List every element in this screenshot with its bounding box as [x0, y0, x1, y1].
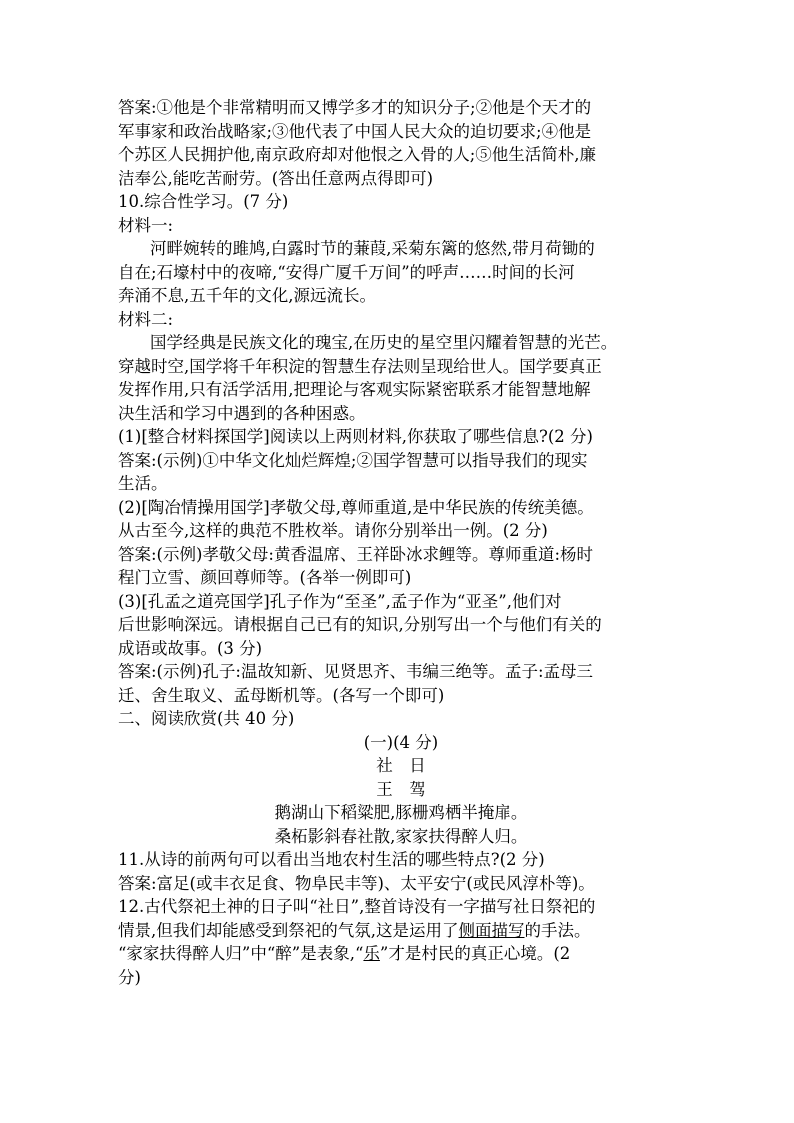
question-line [118, 919, 684, 943]
text-run: “家家扶得醉人归”中“醉”是表象,“ [118, 944, 364, 963]
section-heading: 二、阅读欣赏(共 40 分) [118, 709, 295, 728]
underlined-answer: 侧面描写 [458, 920, 525, 940]
poem-line: 桑柘影斜春社散,家家扶得醉人归。 [274, 826, 528, 846]
question-line [118, 942, 684, 966]
answer-line: 生活。 [118, 474, 168, 493]
sub-question: (2)[陶冶情操用国学]孝敬父母,尊师重道,是中华民族的传统美德。 [118, 497, 594, 517]
material-text: 国学经典是民族文化的瑰宝,在历史的星空里闪耀着智慧的光芒。 [150, 333, 618, 352]
document-page [118, 96, 684, 989]
poem-title: 社 日 [376, 756, 426, 775]
question-line: 11.从诗的前两句可以看出当地农村生活的哪些特点?(2 分) [118, 850, 545, 869]
answer-line: 答案:(示例)孔子:温故知新、见贤思齐、韦编三绝等。孟子:孟母三 [118, 662, 594, 681]
material-text: 自在;石壕村中的夜啼,“安得广厦千万间”的呼声……时间的长河 [118, 262, 575, 282]
answer-line: 洁奉公,能吃苦耐劳。(答出任意两点得即可) [118, 168, 434, 188]
sub-question: (1)[整合材料探国学]阅读以上两则材料,你获取了哪些信息?(2 分) [118, 427, 593, 446]
question-line: 12.古代祭祀土神的日子叫“社日”,整首诗没有一字描写社日祭祀的 [118, 897, 596, 916]
text-run: 的手法。 [524, 920, 591, 940]
sub-question: 后世影响深远。请根据自己已有的知识,分别写出一个与他们有关的 [118, 615, 602, 634]
answer-line: 军事家和政治战略家;③他代表了中国人民大众的迫切要求;④他是 [118, 121, 592, 141]
question-line: 分) [118, 967, 141, 987]
material-text: 河畔婉转的雎鸠,白露时节的蒹葭,采菊东篱的悠然,带月荷锄的 [150, 239, 595, 258]
sub-question: 从古至今,这样的典范不胜枚举。请你分别举出一例。(2 分) [118, 521, 548, 540]
answer-line: 程门立雪、颜回尊师等。(各举一例即可) [118, 568, 412, 587]
answer-line: 答案:富足(或丰衣足食、物阜民丰等)、太平安宁(或民风淳朴等)。 [118, 873, 595, 893]
poem-line: 鹅湖山下稻粱肥,豚栅鸡栖半掩扉。 [274, 803, 528, 822]
poem-section-label: (一)(4 分) [363, 732, 439, 752]
text-run: ”才是村民的真正心境。(2 [379, 944, 571, 963]
material-label: 材料二: [118, 309, 174, 329]
answer-line: 个苏区人民拥护他,南京政府却对他恨之入骨的人;⑤他生活简朴,廉 [118, 145, 597, 164]
material-text: 穿越时空,国学将千年积淀的智慧生存法则呈现给世人。国学要真正 [118, 356, 602, 376]
text-run: 情景,但我们却能感受到祭祀的气氛,这是运用了 [118, 920, 459, 940]
material-text: 决生活和学习中遇到的各种困惑。 [118, 403, 366, 423]
answer-line: 答案:①他是个非常精明而又博学多才的知识分子;②他是个天才的 [118, 98, 592, 117]
answer-line: 答案:(示例)①中华文化灿烂辉煌;②国学智慧可以指导我们的现实 [118, 450, 588, 470]
sub-question: 成语或故事。(3 分) [118, 638, 263, 658]
question-heading: 10.综合性学习。(7 分) [118, 192, 289, 211]
material-label: 材料一: [118, 215, 174, 235]
material-text: 奔涌不息,五千年的文化,源远流长。 [118, 286, 376, 305]
sub-question: (3)[孔孟之道亮国学]孔子作为“至圣”,孟子作为“亚圣”,他们对 [118, 591, 562, 611]
answer-line: 答案:(示例)孝敬父母:黄香温席、王祥卧冰求鲤等。尊师重道:杨时 [118, 544, 594, 564]
underlined-answer: 乐 [363, 944, 380, 963]
poem-author: 王 驾 [376, 779, 426, 799]
material-text: 发挥作用,只有活学活用,把理论与客观实际紧密联系才能智慧地解 [118, 380, 591, 399]
answer-line: 迁、舍生取义、孟母断机等。(各写一个即可) [118, 685, 445, 705]
